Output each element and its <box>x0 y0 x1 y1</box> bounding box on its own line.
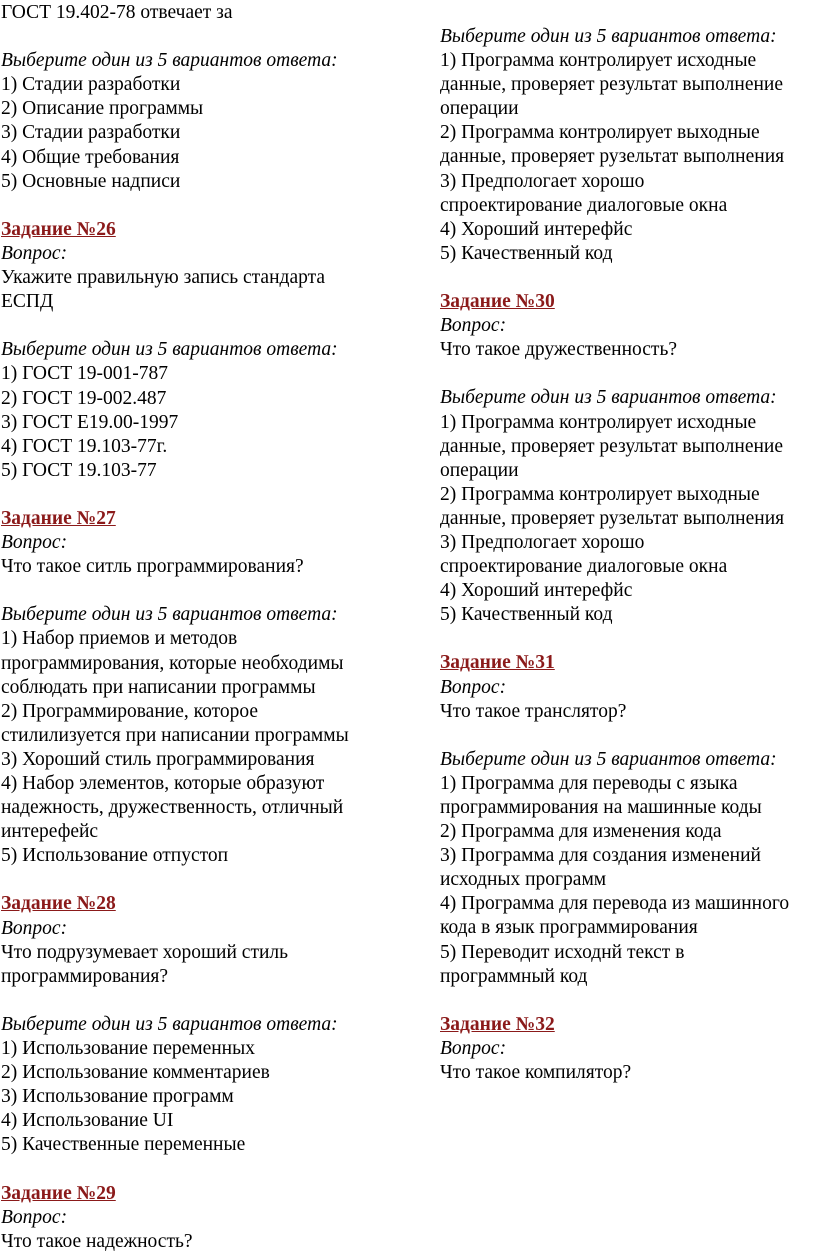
answer-option-line: 4) Набор элементов, которые образуют <box>1 773 325 794</box>
answer-option-line: спроектирование диалоговые окна <box>440 194 728 216</box>
answer-option: 4) Общие требования <box>1 146 180 168</box>
answer-option-line: данные, проверяет результат выполнение <box>440 74 784 96</box>
question-label: Вопрос: <box>440 315 507 337</box>
answer-prompt: Выберите один из 5 вариантов ответа: <box>440 26 777 47</box>
answer-option-line: данные, проверяет рузельтат выполнения <box>440 507 785 529</box>
question-text: программирования? <box>1 965 169 987</box>
answer-option-line: 2) Программа контролирует выходные <box>440 483 760 505</box>
answer-prompt: Выберите один из 5 вариантов ответа: <box>440 387 777 409</box>
answer-option-line: спроектирование диалоговые окна <box>440 556 728 578</box>
left-column <box>1 1 409 1254</box>
answer-prompt: Выберите один из 5 вариантов ответа: <box>1 339 338 361</box>
answer-prompt: Выберите один из 5 вариантов ответа: <box>1 50 338 72</box>
question-text: Что такое компилятор? <box>440 1062 632 1084</box>
answer-option-line: 3) Предпологает хорошо <box>440 531 645 553</box>
task-30-title: Задание №30 <box>440 291 555 313</box>
answer-option-line: 5) Переводит исходнй текст в <box>440 941 685 963</box>
question-text: ЕСПД <box>1 291 54 313</box>
answer-option-line: 1) Программа для переводы с языка <box>440 772 738 794</box>
answer-option-line: 3) Программа для создания изменений <box>440 845 761 867</box>
question-text: Что такое надежность? <box>1 1230 193 1252</box>
task-29-title: Задание №29 <box>1 1182 116 1204</box>
answer-option-line: соблюдать при написании программы <box>1 676 316 698</box>
task-26-title: Задание №26 <box>1 218 116 240</box>
right-column <box>440 25 816 1085</box>
answer-option-line: 5) Качественный код <box>440 604 613 626</box>
answer-option: 5) ГОСТ 19.103-77 <box>1 459 157 481</box>
question-text: Что такое ситль программирования? <box>1 556 304 578</box>
task-31-title: Задание №31 <box>440 652 555 674</box>
answer-option-line: надежность, дружественность, отличный <box>1 797 344 819</box>
answer-option-line: 1) Программа контролирует исходные <box>440 50 757 72</box>
answer-option: 2) Описание программы <box>1 98 204 120</box>
answer-option: 1) Стадии разработки <box>1 74 181 96</box>
question-label: Вопрос: <box>1 917 68 939</box>
answer-prompt: Выберите один из 5 вариантов ответа: <box>440 748 777 770</box>
task-32-title: Задание №32 <box>440 1013 555 1035</box>
question-text: Что подрузумевает хороший стиль <box>1 941 289 963</box>
answer-option: 1) Использование переменных <box>1 1038 255 1060</box>
answer-option-line: 2) Программирование, которое <box>1 700 258 722</box>
question-label: Вопрос: <box>1 242 68 264</box>
answer-option-line: данные, проверяет рузельтат выполнения <box>440 146 785 168</box>
answer-option-line: операции <box>440 98 519 120</box>
answer-option-line: 4) Программа для перевода из машинного <box>440 893 790 915</box>
task-28-title: Задание №28 <box>1 893 116 915</box>
question-label: Вопрос: <box>1 532 68 554</box>
answer-option-line: 5) Использование отпустоп <box>1 845 229 867</box>
answer-option-line: 4) Хороший интерефйс <box>440 580 633 602</box>
answer-option-line: исходных программ <box>440 869 607 891</box>
answer-option: 2) Использование комментариев <box>1 1062 270 1084</box>
answer-option-line: 5) Качественный код <box>440 242 613 264</box>
answer-option-line: 3) Предпологает хорошо <box>440 170 645 192</box>
question-text: Что такое дружественность? <box>440 339 677 361</box>
answer-option-line: интерефейс <box>1 821 99 843</box>
question-text: Что такое транслятор? <box>440 700 627 722</box>
answer-option-line: 4) Хороший интерефйс <box>440 218 633 240</box>
answer-option: 3) ГОСТ Е19.00-1997 <box>1 411 179 433</box>
answer-option-line: 1) Набор приемов и методов <box>1 628 238 650</box>
question-label: Вопрос: <box>1 1206 68 1228</box>
answer-option: 5) Качественные переменные <box>1 1134 246 1156</box>
answer-option-line: программирования на машинные коды <box>440 797 762 818</box>
answer-option-line: программный код <box>440 965 588 987</box>
question-label: Вопрос: <box>440 676 507 698</box>
answer-prompt: Выберите один из 5 вариантов ответа: <box>1 604 338 626</box>
answer-option: 3) Использование программ <box>1 1086 234 1108</box>
answer-option-line: операции <box>440 459 519 481</box>
task-27-title: Задание №27 <box>1 507 116 529</box>
answer-option-line: 3) Хороший стиль программирования <box>1 748 315 770</box>
answer-option: 4) ГОСТ 19.103-77г. <box>1 435 168 457</box>
question-text: Укажите правильную запись стандарта <box>1 267 326 289</box>
answer-option: 4) Использование UI <box>1 1110 174 1132</box>
answer-option-line: 1) Программа контролирует исходные <box>440 411 757 433</box>
answer-option: 1) ГОСТ 19-001-787 <box>1 363 169 385</box>
answer-option-line: программирования, которые необходимы <box>1 652 344 674</box>
answer-option: 3) Стадии разработки <box>1 122 181 144</box>
answer-option: 2) ГОСТ 19-002.487 <box>1 387 167 409</box>
answer-option-line: стилилизуется при написании программы <box>1 724 349 746</box>
answer-prompt: Выберите один из 5 вариантов ответа: <box>1 1013 338 1035</box>
question-label: Вопрос: <box>440 1037 507 1059</box>
answer-option-line: 2) Программа для изменения кода <box>440 821 722 843</box>
answer-option-line: 2) Программа контролирует выходные <box>440 122 760 144</box>
answer-option-line: данные, проверяет результат выполнение <box>440 435 784 457</box>
question-text: ГОСТ 19.402-78 отвечает за <box>1 2 233 23</box>
answer-option: 5) Основные надписи <box>1 170 181 192</box>
answer-option-line: кода в язык программирования <box>440 917 698 939</box>
